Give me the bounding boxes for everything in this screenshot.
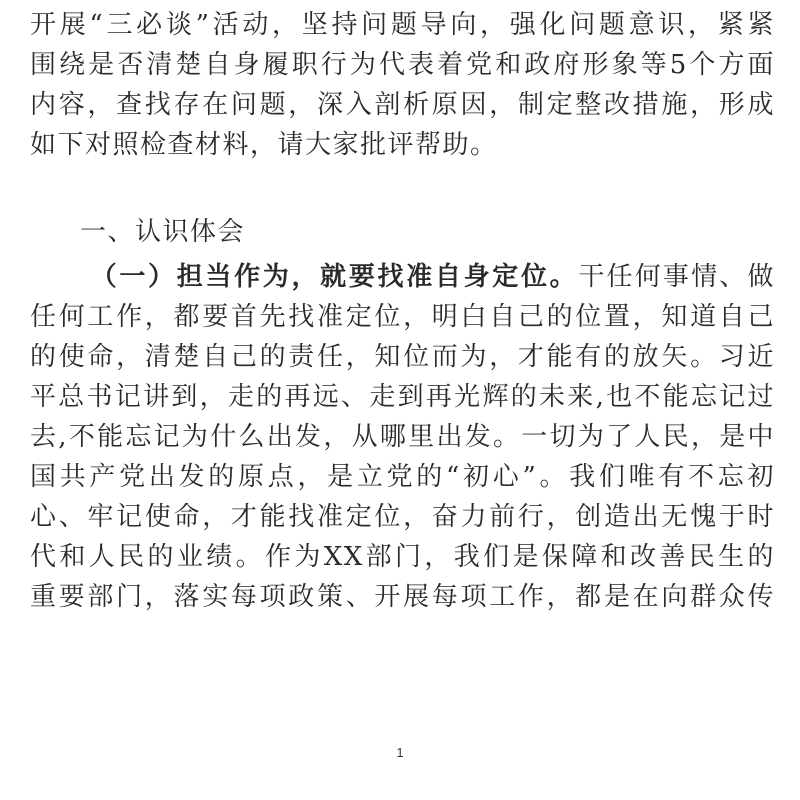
text-line: 的使命，清楚自己的责任，知位而为，才能有的放矢。习近 (30, 342, 775, 372)
page-number: 1 (396, 745, 404, 760)
text-line: 平总书记讲到，走的再远、走到再光辉的未来,也不能忘记过 (30, 382, 775, 412)
text-line: 围绕是否清楚自身履职行为代表着党和政府形象等5个方面 (30, 50, 775, 80)
text-line: 去,不能忘记为什么出发，从哪里出发。一切为了人民，是中 (30, 422, 775, 452)
intro-paragraph (30, 5, 775, 165)
text-line: 任何工作，都要首先找准定位，明白自己的位置，知道自己 (30, 302, 775, 332)
text-line-with-subheading (30, 257, 775, 297)
section-heading: 一、认识体会 (80, 217, 246, 247)
text-line: 内容，查找存在问题，深入剖析原因，制定整改措施，形成 (30, 90, 775, 120)
text-line: 心、牢记使命，才能找准定位，奋力前行，创造出无愧于时 (30, 502, 775, 532)
text-line: 开展“三必谈”活动，坚持问题导向，强化问题意识，紧紧 (30, 10, 775, 40)
subheading-trailing-text: 干任何事情、做 (578, 262, 775, 292)
text-line: 代和人民的业绩。作为XX部门，我们是保障和改善民生的 (30, 542, 775, 572)
text-line: 重要部门，落实每项政策、开展每项工作，都是在向群众传 (30, 582, 775, 612)
subheading: （一）担当作为，就要找准自身定位。 (90, 262, 579, 292)
text-line: 如下对照检查材料，请大家批评帮助。 (30, 130, 498, 160)
text-line: 国共产党出发的原点，是立党的“初心”。我们唯有不忘初 (30, 462, 775, 492)
body-paragraph (30, 257, 775, 617)
